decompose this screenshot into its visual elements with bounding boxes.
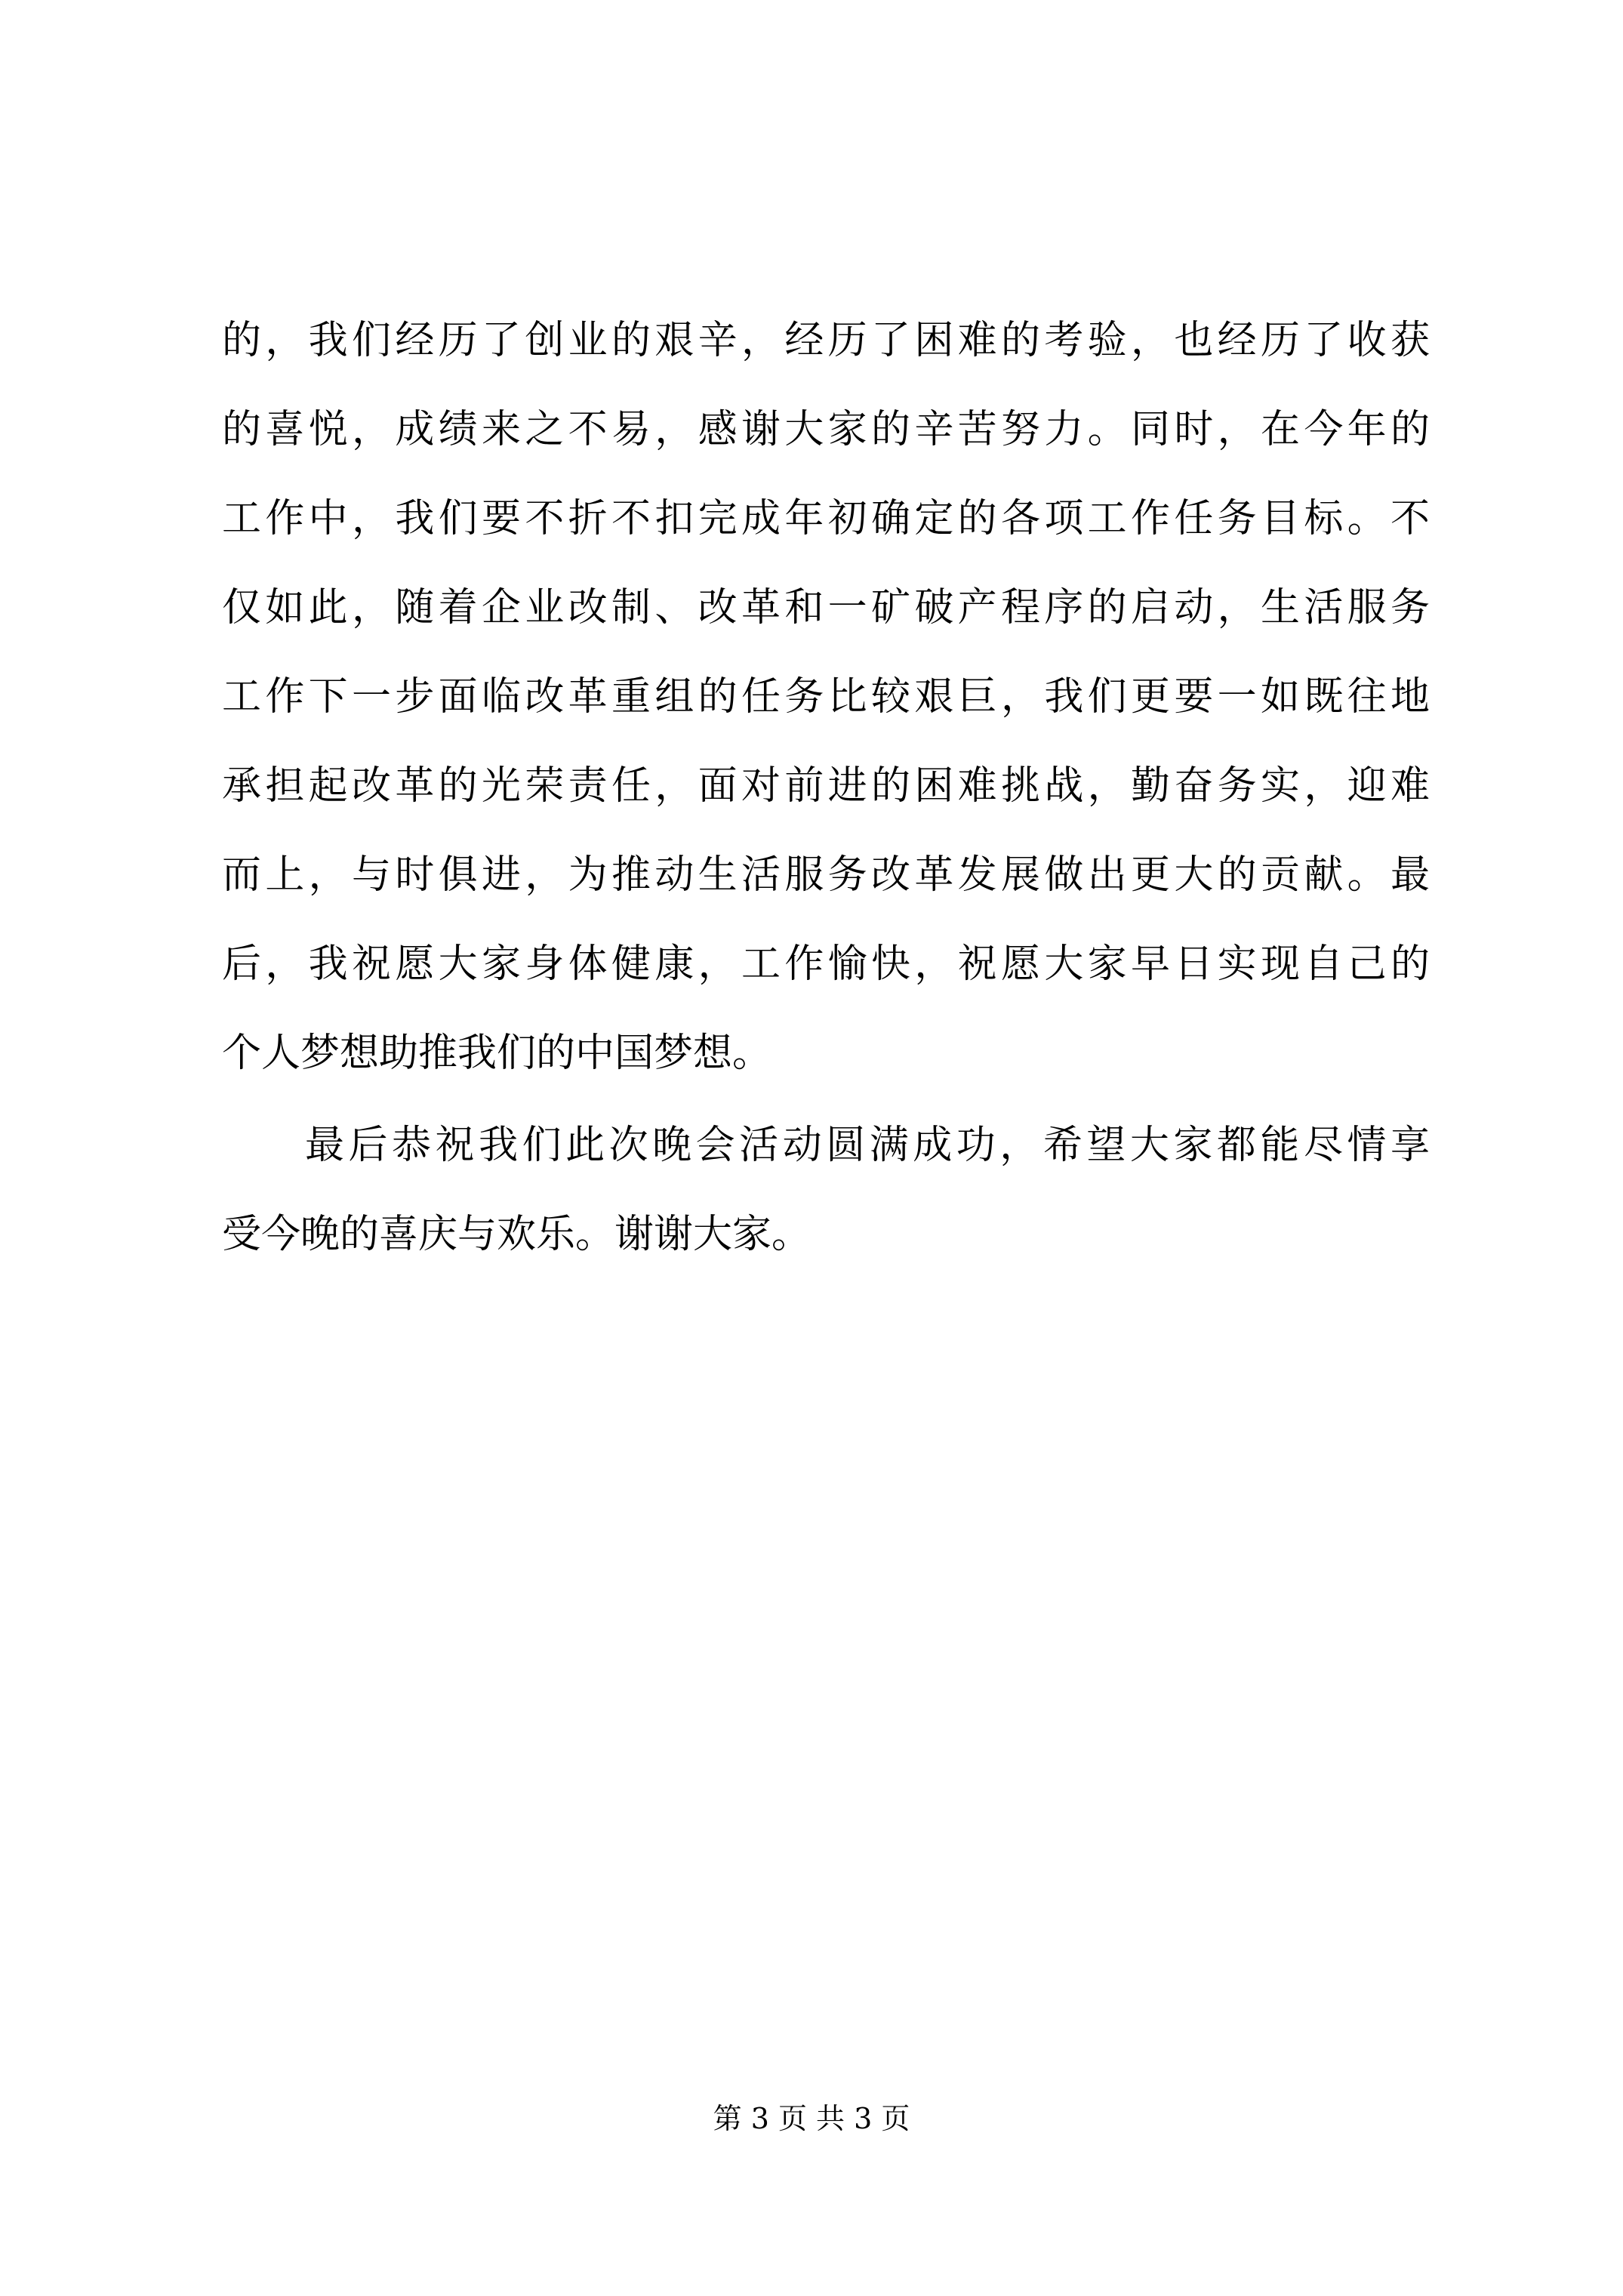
text-line: 工作下一步面临改革重组的任务比较艰巨，我们更要一如既往地 [222,674,1430,720]
text-line: 的喜悦，成绩来之不易，感谢大家的辛苦努力。同时，在今年的 [222,407,1430,452]
paragraph [222,296,1430,1098]
paragraph [222,1101,1430,1279]
text-line: 后，我祝愿大家身体健康，工作愉快，祝愿大家早日实现自己的 [222,942,1430,987]
page-footer: 第 3 页 共 3 页 [713,2102,910,2135]
body-text [222,296,1430,1279]
text-line: 受今晚的喜庆与欢乐。谢谢大家。 [222,1212,812,1257]
text-line: 仅如此，随着企业改制、改革和一矿破产程序的启动，生活服务 [222,585,1430,630]
text-line: 最后恭祝我们此次晚会活动圆满成功，希望大家都能尽情享 [305,1123,1430,1168]
text-line: 承担起改革的光荣责任，面对前进的困难挑战，勤奋务实，迎难 [222,763,1430,809]
text-line: 个人梦想助推我们的中国梦想。 [222,1031,772,1076]
text-line: 的，我们经历了创业的艰辛，经历了困难的考验，也经历了收获 [222,318,1430,363]
text-line: 而上，与时俱进，为推动生活服务改革发展做出更大的贡献。最 [222,852,1430,898]
text-line: 工作中，我们要不折不扣完成年初确定的各项工作任务目标。不 [222,496,1430,541]
